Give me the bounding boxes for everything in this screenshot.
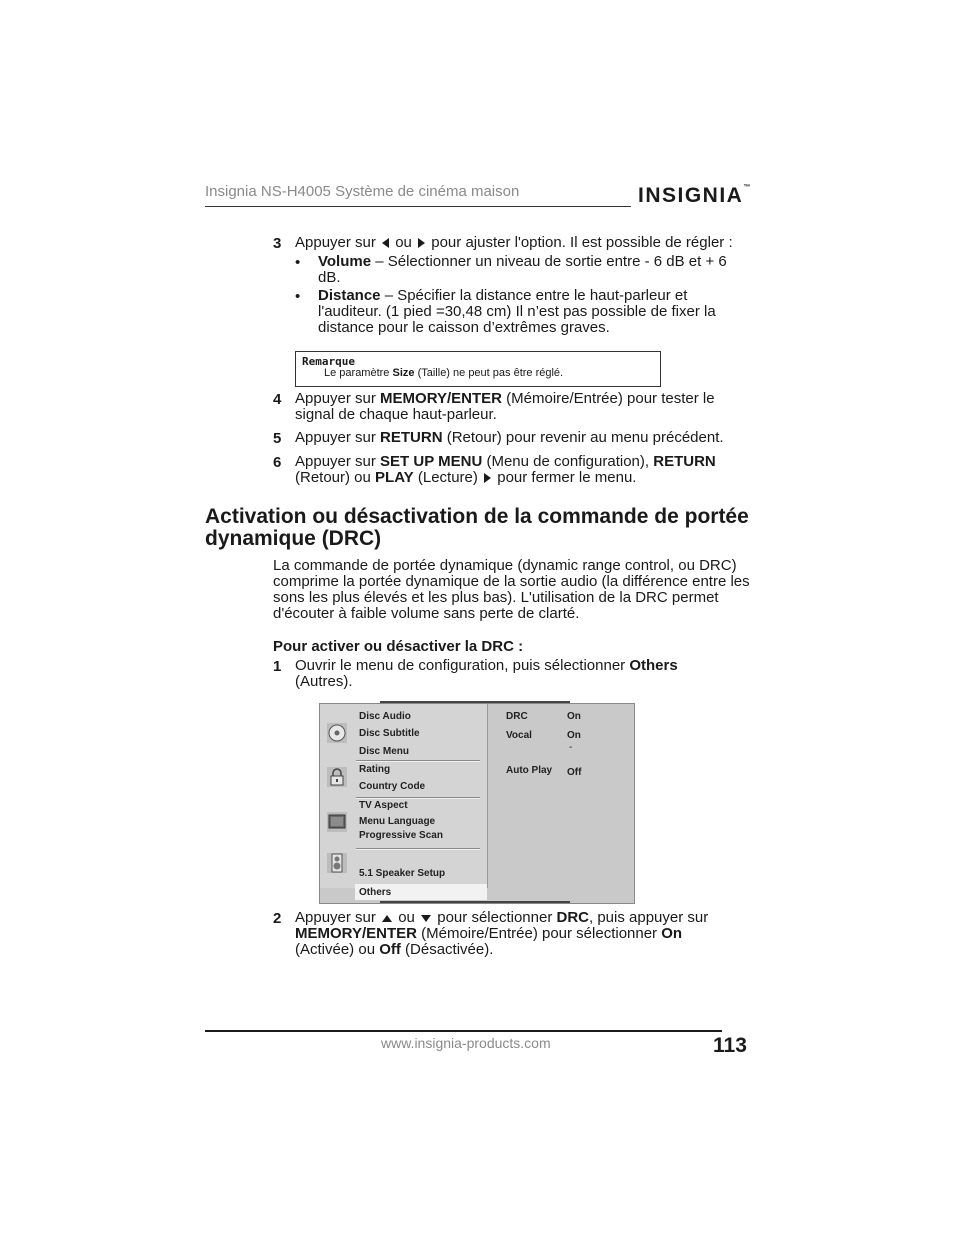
step-2-g: (Désactivée).: [400, 941, 494, 958]
menu-item-disc-subtitle[interactable]: Disc Subtitle: [359, 728, 420, 739]
option-auto-play-label[interactable]: Auto Play: [506, 765, 553, 776]
step-1-a: Ouvrir le menu de configuration, puis sélectionner: [295, 657, 630, 674]
step-2-f: (Activée) ou: [295, 941, 380, 958]
step-2-b1: DRC: [556, 909, 589, 926]
logo-tm: ™: [743, 184, 751, 191]
step-6-b1: SET UP MENU: [380, 453, 483, 470]
menu-left-panel: [320, 704, 488, 888]
option-drc-label[interactable]: DRC: [506, 711, 528, 722]
up-arrow-icon: [382, 915, 392, 922]
step-1-b1: Others: [629, 657, 678, 674]
step-5-a: Appuyer sur: [295, 429, 381, 446]
step-6-d: (Retour) ou: [295, 469, 376, 486]
lock-icon: [327, 767, 347, 787]
page-number: 113: [713, 1034, 747, 1057]
menu-item-others[interactable]: Others: [359, 887, 392, 898]
step-6-a: Appuyer sur: [295, 453, 381, 470]
step-4-c: (Mémoire/Entrée) pour tester le signal de chaque haut-parleur.: [295, 390, 715, 423]
step-2-b2: MEMORY/ENTER: [295, 925, 417, 942]
left-arrow-icon: [382, 238, 389, 248]
right-arrow-icon: [418, 238, 425, 248]
tv-icon: [327, 812, 347, 832]
speaker-icon: [327, 853, 347, 873]
menu-item-menu-language[interactable]: Menu Language: [359, 816, 436, 827]
step-3-text-c: pour ajuster l'option. Il est possible de régler :: [431, 234, 733, 251]
note-title: Remarque: [302, 355, 355, 368]
note-text: [324, 367, 563, 379]
option-vocal-value[interactable]: On: [567, 730, 581, 741]
step-2-e: (Mémoire/Entrée) pour sélectionner: [416, 925, 662, 942]
step-4-a: Appuyer sur: [295, 390, 381, 407]
step-1-text: [295, 658, 715, 690]
bullet-distance-term: Distance: [318, 287, 381, 304]
menu-item-progressive-scan[interactable]: Progressive Scan: [359, 830, 443, 841]
step-2-b4: Off: [379, 941, 401, 958]
menu-divider-highlight: [356, 849, 480, 850]
step-5-b1: RETURN: [380, 429, 443, 446]
down-arrow-icon: [421, 915, 431, 922]
step-2-a: Appuyer sur: [295, 909, 376, 926]
step-6-e: (Lecture): [413, 469, 478, 486]
setup-menu-screenshot: [319, 703, 635, 904]
step-2-d: , puis appuyer sur: [589, 909, 709, 926]
step-2-c: pour sélectionner: [437, 909, 557, 926]
step-4-text: [295, 391, 735, 423]
running-header: Insignia NS-H4005 Système de cinéma maison: [205, 183, 520, 200]
menu-item-tv-aspect[interactable]: TV Aspect: [359, 800, 408, 811]
menu-item-speaker-setup[interactable]: 5.1 Speaker Setup: [359, 868, 446, 879]
bullet-distance-text: – Spécifier la distance entre le haut-parleur et l'auditeur. (1 pied =30,48 cm) Il n’est pas possible de fixer la distance pour le caisson d’extrêmes graves.: [318, 287, 716, 336]
step-3-text: [295, 235, 745, 251]
menu-item-rating[interactable]: Rating: [359, 764, 391, 775]
header-rule: [205, 206, 631, 207]
menu-item-disc-menu[interactable]: Disc Menu: [359, 746, 410, 757]
menu-divider-highlight: [356, 798, 480, 799]
bullet-distance-mark: •: [295, 288, 301, 305]
menu-bottom-bar: [380, 901, 570, 903]
menu-item-disc-audio[interactable]: Disc Audio: [359, 711, 411, 722]
step-1-c: (Autres).: [295, 673, 353, 690]
step-1-number: 1: [273, 658, 282, 675]
option-auto-play-value[interactable]: Off: [567, 767, 582, 778]
step-6-f: pour fermer le menu.: [493, 469, 637, 486]
play-arrow-icon: [484, 473, 491, 483]
note-text-a: Le paramètre: [324, 367, 390, 379]
step-6-c: (Menu de configuration),: [482, 453, 654, 470]
bullet-volume-term: Volume: [318, 253, 372, 270]
step-5-c: (Retour) pour revenir au menu précédent.: [442, 429, 724, 446]
insignia-logo: [638, 184, 750, 208]
step-2-number: 2: [273, 910, 282, 927]
step-3-text-a: Appuyer sur: [295, 234, 376, 251]
step-4-b1: MEMORY/ENTER: [380, 390, 502, 407]
bullet-distance: [318, 288, 743, 336]
step-5-number: 5: [273, 430, 282, 447]
step-3-text-b: ou: [395, 234, 412, 251]
disc-icon: [327, 723, 347, 743]
step-6-b2: RETURN: [653, 453, 716, 470]
section-heading: Activation ou désactivation de la commande de portée dynamique (DRC): [205, 505, 749, 550]
step-6-text: [295, 454, 740, 486]
step-6-b3: PLAY: [375, 469, 414, 486]
note-term: Size: [392, 367, 415, 379]
step-4-number: 4: [273, 391, 282, 408]
step-5-text: [295, 430, 745, 446]
step-2-b3: On: [661, 925, 683, 942]
note-box: [295, 351, 661, 387]
footer-url: www.insignia-products.com: [381, 1035, 551, 1051]
option-dash: -: [569, 742, 573, 753]
note-text-b: (Taille) ne peut pas être réglé.: [417, 367, 564, 379]
step-2-b: ou: [398, 909, 415, 926]
option-drc-value[interactable]: On: [567, 711, 581, 722]
step-6-number: 6: [273, 454, 282, 471]
option-vocal-label[interactable]: Vocal: [506, 730, 532, 741]
step-2-text: [295, 910, 735, 958]
bullet-volume-mark: •: [295, 254, 301, 271]
footer-rule: [205, 1030, 722, 1032]
menu-top-bar: [380, 701, 570, 703]
menu-item-country-code[interactable]: Country Code: [359, 781, 426, 792]
logo-text: INSIGNIA: [638, 184, 744, 207]
step-3-number: 3: [273, 235, 282, 252]
bullet-volume-text: – Sélectionner un niveau de sortie entre - 6 dB et + 6 dB.: [318, 253, 727, 286]
section-paragraph: La commande de portée dynamique (dynamic range control, ou DRC) comprime la portée dynamique de la sortie audio (la différence entre les sons les plus élevés et les plus bas). L'utilisation de la DRC permet d'écouter à faible volume sans perte de clarté.: [273, 557, 750, 622]
menu-divider-highlight: [356, 761, 480, 762]
procedure-heading: Pour activer ou désactiver la DRC :: [273, 638, 524, 655]
bullet-volume: [318, 254, 748, 286]
